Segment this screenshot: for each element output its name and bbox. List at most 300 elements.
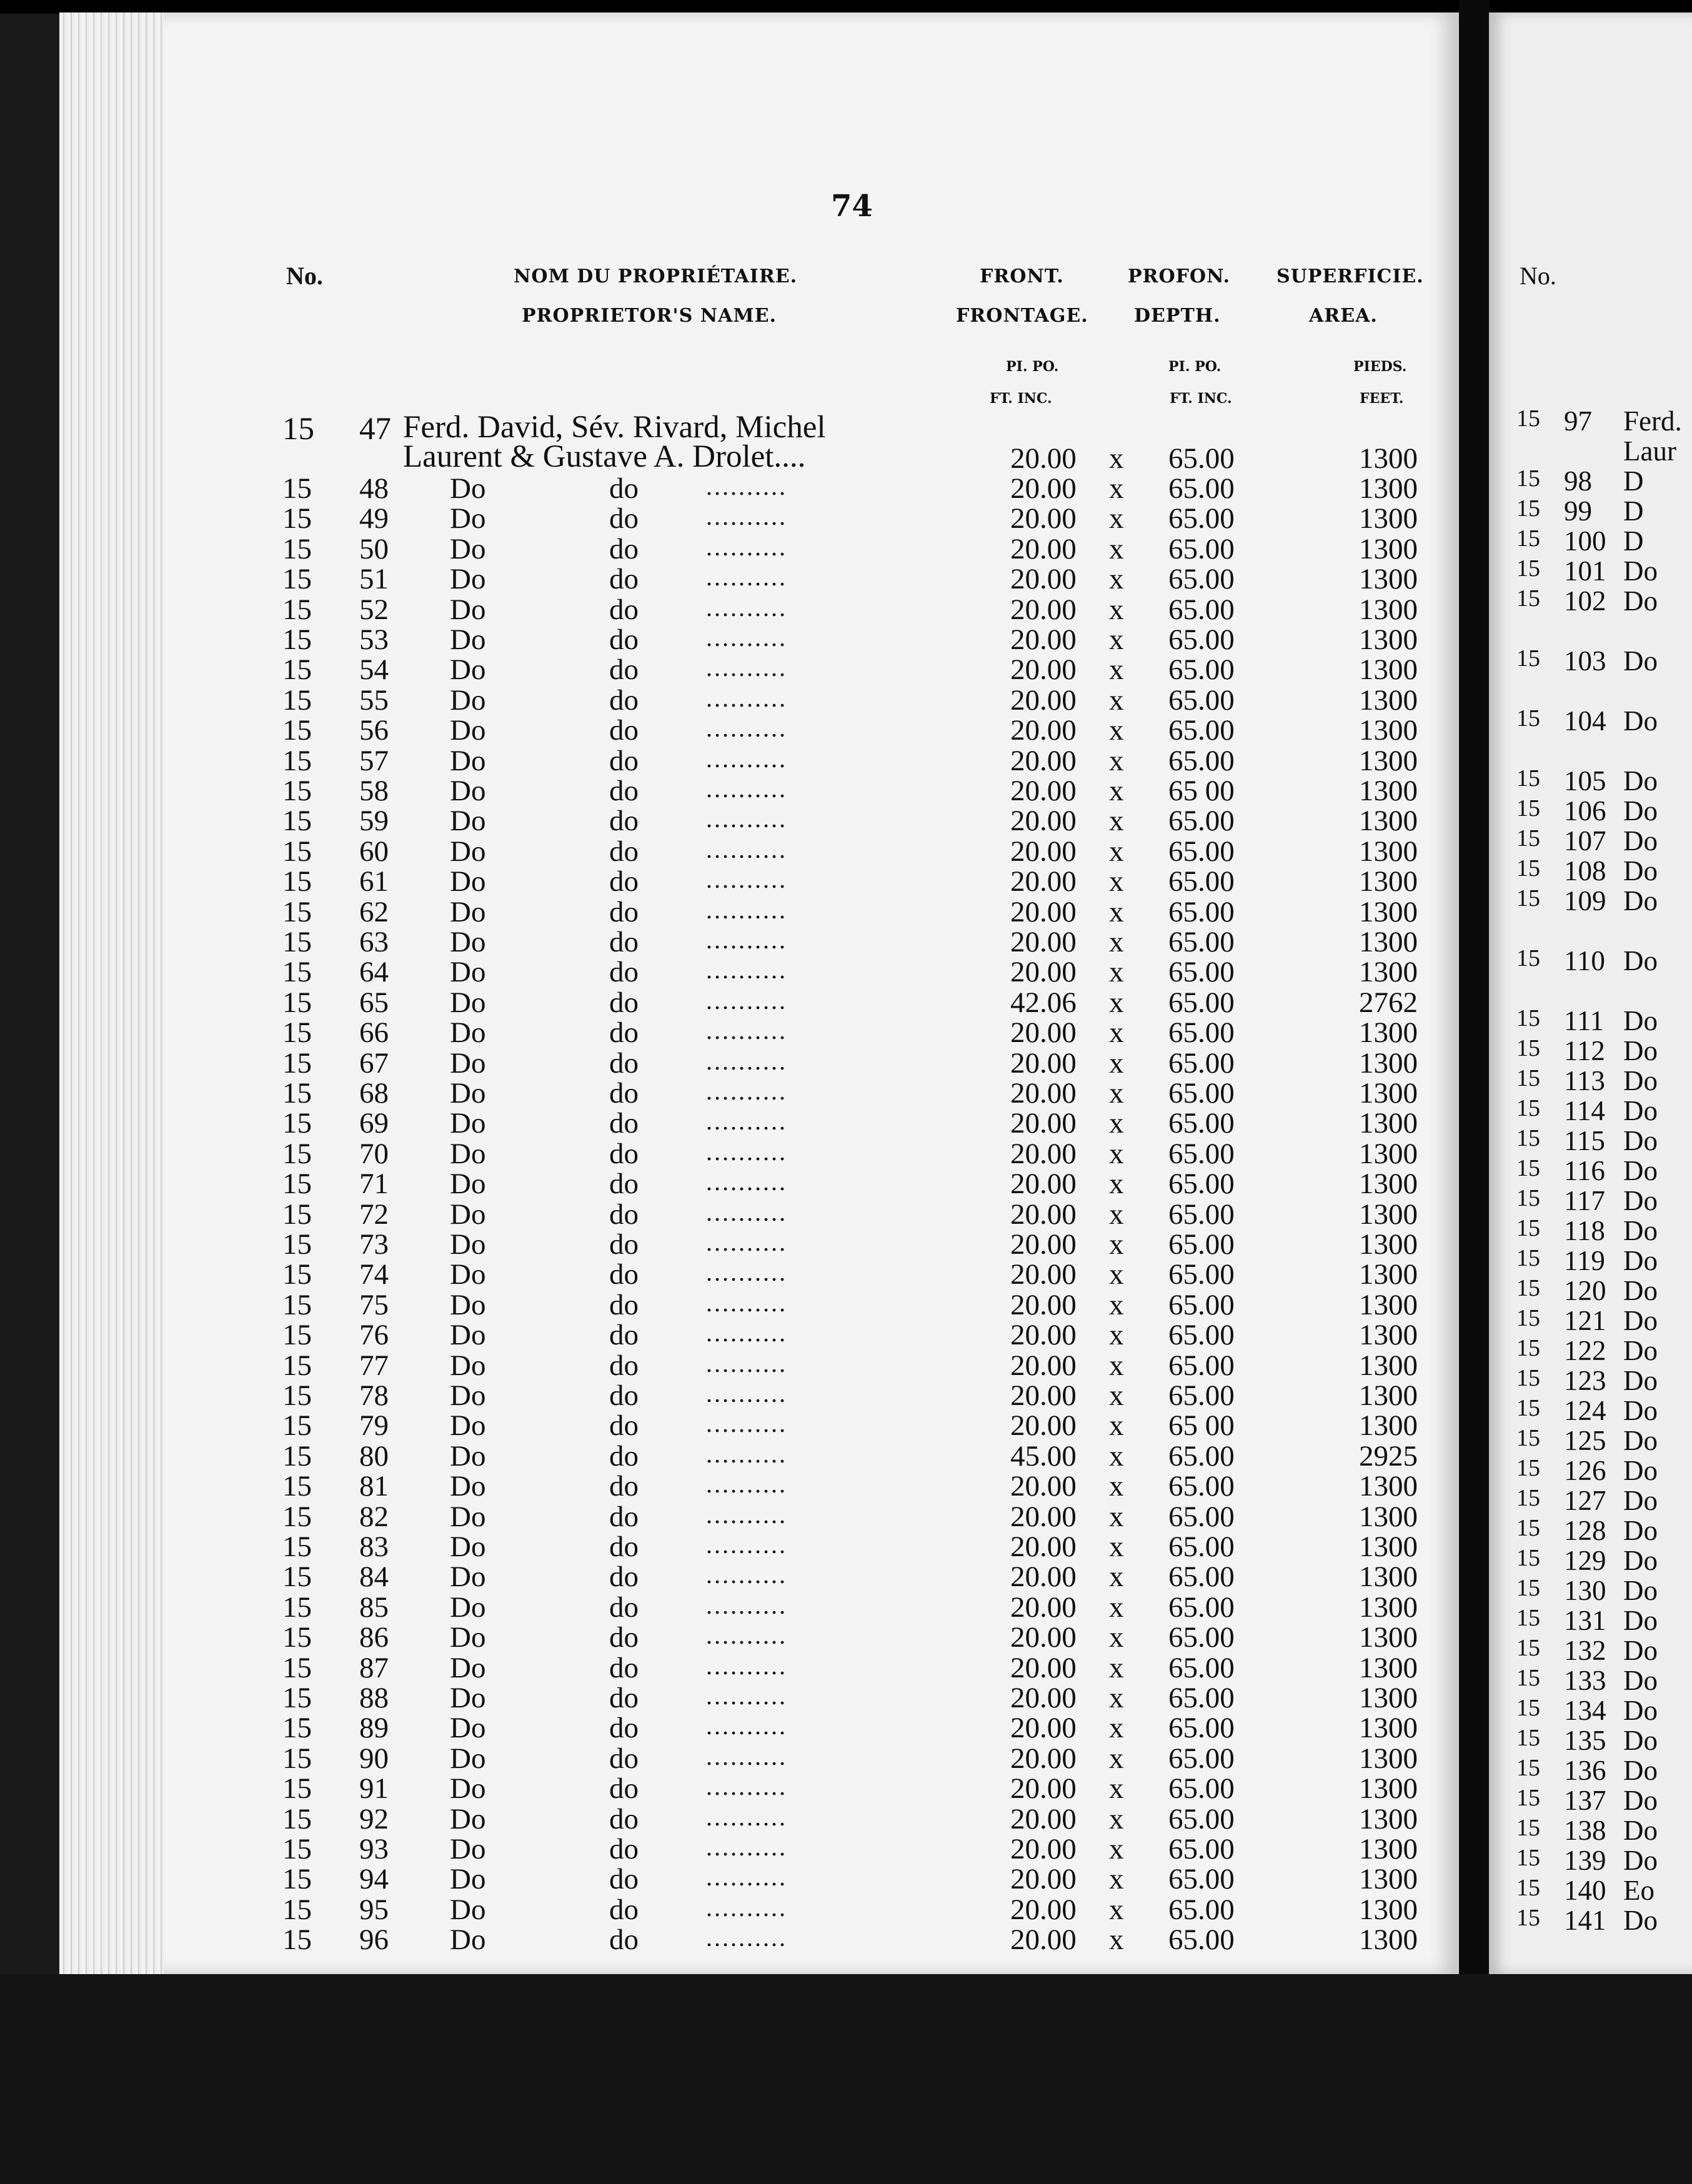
cell-front: 20.00 — [1010, 563, 1077, 596]
cell-name: Do — [450, 1077, 486, 1109]
cell-area: 1300 — [1359, 1016, 1418, 1050]
cell-depth: 65 00 — [1168, 1409, 1235, 1442]
cell-name: Do — [450, 1833, 486, 1865]
cell-front: 20.00 — [1010, 1561, 1077, 1594]
cell-lot: 63 — [359, 926, 389, 958]
right-cell-lot: 140 — [1564, 1875, 1606, 1904]
cell-depth: 65 00 — [1168, 775, 1235, 807]
table-row — [0, 1409, 1459, 1442]
cell-area: 1300 — [1359, 532, 1418, 565]
cell-ditto: do — [609, 1258, 639, 1291]
cell-area: 1300 — [1359, 1531, 1418, 1563]
cell-depth: 65.00 — [1168, 926, 1235, 958]
right-cell-block: 15 — [1516, 1425, 1540, 1451]
cell-ditto: do — [609, 593, 639, 626]
cell-front: 20.00 — [1010, 1409, 1077, 1442]
right-table-row — [1489, 1274, 1692, 1304]
cell-area: 1300 — [1359, 1258, 1418, 1291]
right-cell-block: 15 — [1516, 765, 1540, 792]
cell-block: 15 — [282, 714, 312, 747]
right-cell-lot: 107 — [1564, 825, 1606, 855]
right-cell-lot: 122 — [1564, 1335, 1606, 1364]
cell-block: 15 — [282, 895, 312, 928]
cell-name: Do — [450, 1046, 486, 1080]
cell-depth: 65.00 — [1168, 1137, 1235, 1170]
cell-depth: 65.00 — [1168, 1500, 1235, 1533]
right-table-row — [1489, 1304, 1692, 1334]
cell-depth: 65.00 — [1168, 653, 1235, 687]
cell-x: x — [1109, 1228, 1124, 1261]
cell-ditto: do — [609, 532, 639, 565]
right-table-row — [1489, 1454, 1692, 1484]
right-table-row — [1489, 1065, 1692, 1094]
cell-depth: 65.00 — [1168, 835, 1235, 868]
cell-x: x — [1109, 1863, 1124, 1896]
right-table-row — [1489, 1754, 1692, 1784]
right-cell-lot: 127 — [1564, 1485, 1606, 1514]
cell-depth: 65.00 — [1168, 1349, 1235, 1382]
cell-depth: 65.00 — [1168, 1682, 1235, 1714]
cell-lot: 70 — [359, 1137, 389, 1170]
right-table-row — [1489, 1124, 1692, 1154]
right-table-row — [1489, 1544, 1692, 1574]
table-row — [0, 593, 1459, 626]
cell-dots: .......... — [706, 1016, 787, 1045]
right-cell-name: Do — [1623, 1605, 1658, 1634]
right-table-row — [1489, 1784, 1692, 1814]
cell-x: x — [1109, 593, 1124, 626]
right-table-row — [1489, 465, 1692, 495]
cell-x: x — [1109, 1319, 1124, 1352]
right-cell-name: Do — [1623, 945, 1658, 975]
cell-name: Do — [450, 683, 486, 717]
table-row — [0, 1711, 1459, 1745]
cell-block: 15 — [282, 1682, 312, 1714]
cell-name: Do — [450, 1531, 486, 1563]
right-cell-name: Do — [1623, 1695, 1658, 1724]
cell-depth: 65.00 — [1168, 1591, 1235, 1624]
right-cell-block: 15 — [1516, 495, 1540, 522]
cell-front: 20.00 — [1010, 835, 1077, 868]
cell-depth: 65.00 — [1168, 532, 1235, 565]
right-cell-lot: 105 — [1564, 765, 1606, 795]
cell-depth: 65.00 — [1168, 1016, 1235, 1050]
cell-dots: .......... — [706, 805, 787, 833]
cell-name: Do — [450, 1621, 486, 1654]
right-table-row — [1489, 1154, 1692, 1184]
header-front-fr: FRONT. — [980, 266, 1064, 287]
cell-name: Do — [450, 563, 486, 596]
cell-front: 20.00 — [1010, 1531, 1077, 1563]
cell-name: Do — [450, 1016, 486, 1050]
cell-x: x — [1109, 1712, 1124, 1745]
right-cell-name: Do — [1623, 1425, 1658, 1454]
cell-front: 20.00 — [1010, 1621, 1077, 1654]
cell-lot: 48 — [359, 472, 389, 505]
right-cell-name: Do — [1623, 795, 1658, 825]
cell-block: 15 — [282, 1379, 312, 1412]
cell-name: Do — [450, 1107, 486, 1140]
cell-front: 20.00 — [1010, 1863, 1077, 1896]
cell-lot: 69 — [359, 1107, 389, 1140]
table-row — [0, 1742, 1459, 1775]
cell-ditto: do — [609, 1802, 639, 1835]
cell-area: 1300 — [1359, 1651, 1418, 1684]
cell-ditto: do — [609, 1863, 639, 1896]
cell-dots: .......... — [706, 1772, 787, 1801]
right-table-row — [1489, 435, 1692, 465]
cell-name: Do — [450, 623, 486, 656]
cell-x: x — [1109, 1742, 1124, 1775]
cell-lot: 62 — [359, 895, 389, 928]
right-table-row — [1489, 1904, 1692, 1934]
cell-area: 2762 — [1359, 986, 1418, 1019]
cell-dots: .......... — [706, 1077, 787, 1105]
cell-depth: 65.00 — [1168, 805, 1235, 838]
cell-block: 15 — [282, 1409, 312, 1442]
cell-x: x — [1109, 532, 1124, 565]
cell-lot: 78 — [359, 1379, 389, 1412]
table-row — [0, 1349, 1459, 1382]
cell-name: Do — [450, 472, 486, 505]
cell-dots: .......... — [706, 1107, 787, 1136]
right-cell-lot: 110 — [1564, 945, 1605, 975]
right-table-row — [1489, 1814, 1692, 1844]
cell-lot: 58 — [359, 775, 389, 807]
cell-lot: 95 — [359, 1893, 389, 1926]
cell-lot: 55 — [359, 683, 389, 717]
right-table-row — [1489, 1394, 1692, 1424]
right-cell-name: Do — [1623, 645, 1658, 675]
cell-depth: 65.00 — [1168, 683, 1235, 717]
table-row — [0, 1923, 1459, 1957]
cell-block: 15 — [282, 835, 312, 868]
right-cell-lot: 112 — [1564, 1035, 1605, 1065]
right-cell-lot: 141 — [1564, 1905, 1606, 1934]
cell-area: 1300 — [1359, 1742, 1418, 1775]
cell-area: 1300 — [1359, 1893, 1418, 1926]
cell-area: 1300 — [1359, 1591, 1418, 1624]
right-cell-lot: 103 — [1564, 645, 1606, 675]
right-cell-name: Do — [1623, 855, 1658, 885]
table-row — [0, 472, 1459, 505]
right-cell-block: 15 — [1516, 1365, 1540, 1391]
cell-depth: 65.00 — [1168, 1833, 1235, 1865]
right-table-row — [1489, 525, 1692, 555]
right-cell-block: 15 — [1516, 1095, 1540, 1121]
table-row — [0, 925, 1459, 958]
cell-front: 20.00 — [1010, 775, 1077, 807]
cell-area: 1300 — [1359, 1409, 1418, 1442]
cell-dots: .......... — [706, 835, 787, 863]
cell-block: 15 — [282, 1107, 312, 1140]
cell-depth: 65.00 — [1168, 1046, 1235, 1080]
cell-lot: 91 — [359, 1772, 389, 1805]
cell-x: x — [1109, 563, 1124, 596]
table-row — [0, 744, 1459, 777]
unit-area-en: FEET. — [1360, 390, 1404, 407]
table-row — [0, 1500, 1459, 1533]
right-table-row — [1489, 1484, 1692, 1514]
cell-block: 15 — [282, 1651, 312, 1684]
header-depth-en: DEPTH. — [1134, 305, 1221, 327]
cell-ditto: do — [609, 1923, 639, 1957]
cell-area: 1300 — [1359, 502, 1418, 535]
cell-ditto: do — [609, 895, 639, 928]
cell-front: 20.00 — [1010, 1470, 1077, 1503]
cell-lot: 88 — [359, 1682, 389, 1714]
cell-area: 1300 — [1359, 1228, 1418, 1261]
cell-front: 20.00 — [1010, 744, 1077, 777]
cell-block: 15 — [282, 1772, 312, 1805]
table-row — [0, 1198, 1459, 1231]
cell-dots: .......... — [706, 1046, 787, 1075]
cell-name: Do — [450, 1802, 486, 1835]
table-row — [0, 1016, 1459, 1050]
cell-lot: 68 — [359, 1077, 389, 1109]
right-cell-lot: 126 — [1564, 1455, 1606, 1484]
cell-depth: 65.00 — [1168, 1621, 1235, 1654]
cell-dots: .......... — [706, 1349, 787, 1377]
right-cell-name: Do — [1623, 1245, 1658, 1274]
right-cell-lot: 106 — [1564, 795, 1606, 825]
table-row — [0, 1560, 1459, 1594]
right-cell-lot: 121 — [1564, 1305, 1606, 1334]
cell-front: 20.00 — [1010, 1228, 1077, 1261]
first-entry-x: x — [1109, 442, 1124, 475]
cell-depth: 65.00 — [1168, 1228, 1235, 1261]
right-cell-block: 15 — [1516, 1575, 1540, 1601]
cell-depth: 65.00 — [1168, 1923, 1235, 1957]
table-row — [0, 804, 1459, 838]
right-cell-name: Laur — [1623, 435, 1676, 465]
cell-name: Do — [450, 805, 486, 838]
unit-area-fr: PIEDS. — [1353, 359, 1407, 375]
cell-lot: 50 — [359, 532, 389, 565]
cell-x: x — [1109, 1439, 1124, 1472]
cell-x: x — [1109, 1349, 1124, 1382]
cell-lot: 52 — [359, 593, 389, 626]
right-table-row — [1489, 1214, 1692, 1244]
cell-x: x — [1109, 1168, 1124, 1201]
right-cell-name: Do — [1623, 1065, 1658, 1094]
right-cell-lot: 113 — [1564, 1065, 1605, 1094]
cell-front: 20.00 — [1010, 1712, 1077, 1745]
cell-x: x — [1109, 1198, 1124, 1231]
cell-lot: 77 — [359, 1349, 389, 1382]
right-cell-name: D — [1623, 495, 1644, 525]
right-cell-lot: 118 — [1564, 1215, 1605, 1244]
cell-x: x — [1109, 1531, 1124, 1563]
right-cell-name: Do — [1623, 1335, 1658, 1364]
right-cell-block: 15 — [1516, 585, 1540, 612]
scan-bottom-border — [0, 1974, 1692, 2184]
cell-ditto: do — [609, 1712, 639, 1745]
cell-front: 20.00 — [1010, 1198, 1077, 1231]
cell-x: x — [1109, 714, 1124, 747]
cell-ditto: do — [609, 1591, 639, 1624]
right-table-row — [1489, 1184, 1692, 1214]
right-cell-block: 15 — [1516, 1155, 1540, 1181]
right-cell-name: Do — [1623, 1545, 1658, 1574]
cell-lot: 49 — [359, 502, 389, 535]
cell-lot: 81 — [359, 1470, 389, 1503]
cell-area: 1300 — [1359, 1772, 1418, 1805]
right-cell-lot: 104 — [1564, 705, 1606, 735]
first-entry-area: 1300 — [1359, 442, 1418, 475]
cell-lot: 80 — [359, 1439, 389, 1472]
cell-x: x — [1109, 895, 1124, 928]
cell-ditto: do — [609, 1621, 639, 1654]
cell-block: 15 — [282, 1863, 312, 1896]
cell-block: 15 — [282, 1228, 312, 1261]
cell-area: 1300 — [1359, 1833, 1418, 1865]
cell-block: 15 — [282, 1561, 312, 1594]
right-cell-lot: 98 — [1564, 465, 1592, 495]
cell-x: x — [1109, 1561, 1124, 1594]
cell-area: 1300 — [1359, 563, 1418, 596]
right-cell-lot: 138 — [1564, 1815, 1606, 1844]
cell-name: Do — [450, 956, 486, 989]
cell-dots: .......... — [706, 1893, 787, 1922]
cell-dots: .......... — [706, 1439, 787, 1468]
right-table-row — [1489, 705, 1692, 735]
cell-name: Do — [450, 895, 486, 928]
cell-depth: 65.00 — [1168, 1531, 1235, 1563]
right-cell-block: 15 — [1516, 1755, 1540, 1781]
cell-area: 1300 — [1359, 1863, 1418, 1896]
cell-front: 20.00 — [1010, 1077, 1077, 1109]
table-row — [0, 1802, 1459, 1835]
book-gutter — [1459, 0, 1489, 2184]
right-table-row — [1489, 1364, 1692, 1394]
right-cell-name: Do — [1623, 1095, 1658, 1124]
cell-front: 20.00 — [1010, 1682, 1077, 1714]
cell-x: x — [1109, 1651, 1124, 1684]
right-cell-lot: 111 — [1564, 1005, 1605, 1035]
cell-block: 15 — [282, 1893, 312, 1926]
cell-dots: .......... — [706, 1258, 787, 1287]
header-owner-en: PROPRIETOR'S NAME. — [522, 305, 777, 327]
cell-x: x — [1109, 1591, 1124, 1624]
right-cell-block: 15 — [1516, 855, 1540, 881]
right-cell-block: 15 — [1516, 1185, 1540, 1211]
cell-ditto: do — [609, 805, 639, 838]
cell-dots: .......... — [706, 1651, 787, 1680]
right-cell-block: 15 — [1516, 1545, 1540, 1571]
unit-depth-fr: PI. PO. — [1168, 359, 1222, 375]
cell-lot: 94 — [359, 1863, 389, 1896]
cell-x: x — [1109, 1288, 1124, 1321]
cell-area: 1300 — [1359, 1168, 1418, 1201]
cell-x: x — [1109, 623, 1124, 656]
right-cell-name: Do — [1623, 1395, 1658, 1424]
right-cell-block: 15 — [1516, 795, 1540, 821]
cell-block: 15 — [282, 1168, 312, 1201]
table-row — [0, 683, 1459, 717]
right-cell-name: Do — [1623, 1665, 1658, 1694]
table-row — [0, 986, 1459, 1019]
cell-name: Do — [450, 1409, 486, 1442]
cell-depth: 65.00 — [1168, 865, 1235, 898]
unit-depth-en: FT. INC. — [1170, 390, 1232, 407]
right-cell-block: 15 — [1516, 1665, 1540, 1691]
cell-front: 20.00 — [1010, 502, 1077, 535]
cell-dots: .......... — [706, 956, 787, 985]
cell-dots: .......... — [706, 1923, 787, 1952]
cell-x: x — [1109, 1046, 1124, 1080]
cell-ditto: do — [609, 1198, 639, 1231]
cell-block: 15 — [282, 1439, 312, 1472]
right-cell-block: 15 — [1516, 1455, 1540, 1481]
cell-front: 20.00 — [1010, 623, 1077, 656]
cell-depth: 65.00 — [1168, 1470, 1235, 1503]
cell-lot: 67 — [359, 1046, 389, 1080]
cell-x: x — [1109, 805, 1124, 838]
cell-x: x — [1109, 956, 1124, 989]
right-cell-name: Do — [1623, 1485, 1658, 1514]
cell-block: 15 — [282, 1531, 312, 1563]
right-table-row — [1489, 855, 1692, 885]
cell-block: 15 — [282, 1137, 312, 1170]
cell-ditto: do — [609, 1651, 639, 1684]
cell-depth: 65.00 — [1168, 1561, 1235, 1594]
right-table-row — [1489, 405, 1692, 435]
cell-name: Do — [450, 1772, 486, 1805]
cell-front: 20.00 — [1010, 1046, 1077, 1080]
cell-x: x — [1109, 502, 1124, 535]
header-area-en: AREA. — [1309, 305, 1378, 327]
cell-area: 1300 — [1359, 1621, 1418, 1654]
page-number: 74 — [831, 189, 873, 224]
cell-block: 15 — [282, 653, 312, 687]
cell-x: x — [1109, 1470, 1124, 1503]
cell-lot: 51 — [359, 563, 389, 596]
table-row — [0, 955, 1459, 989]
right-cell-lot: 134 — [1564, 1695, 1606, 1724]
cell-lot: 66 — [359, 1016, 389, 1050]
cell-block: 15 — [282, 1923, 312, 1957]
cell-dots: .......... — [706, 502, 787, 531]
right-cell-name: Do — [1623, 1125, 1658, 1154]
table-row — [0, 1530, 1459, 1563]
right-cell-name: Do — [1623, 885, 1658, 915]
cell-dots: .......... — [706, 1500, 787, 1529]
cell-x: x — [1109, 744, 1124, 777]
cell-ditto: do — [609, 1682, 639, 1714]
right-table-row — [1489, 885, 1692, 915]
table-row — [0, 1832, 1459, 1865]
cell-x: x — [1109, 1500, 1124, 1533]
right-cell-name: Do — [1623, 765, 1658, 795]
cell-area: 1300 — [1359, 1107, 1418, 1140]
right-cell-block: 15 — [1516, 1785, 1540, 1811]
cell-ditto: do — [609, 623, 639, 656]
cell-x: x — [1109, 986, 1124, 1019]
right-table-row — [1489, 1035, 1692, 1065]
right-cell-name: Do — [1623, 1515, 1658, 1544]
cell-block: 15 — [282, 1198, 312, 1231]
cell-lot: 93 — [359, 1833, 389, 1865]
cell-front: 20.00 — [1010, 1772, 1077, 1805]
cell-front: 20.00 — [1010, 1651, 1077, 1684]
right-table-row — [1489, 795, 1692, 825]
cell-lot: 74 — [359, 1258, 389, 1291]
cell-lot: 96 — [359, 1923, 389, 1957]
cell-name: Do — [450, 1863, 486, 1896]
right-table-row — [1489, 1244, 1692, 1274]
cell-area: 1300 — [1359, 1500, 1418, 1533]
